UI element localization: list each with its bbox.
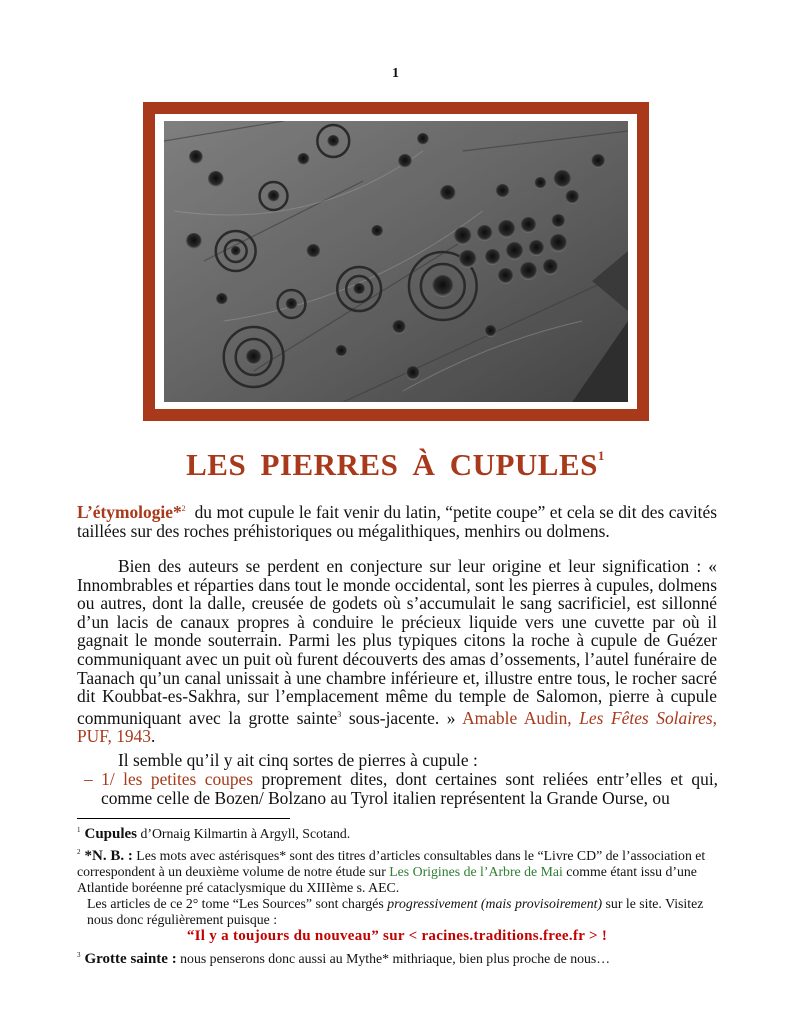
- footnote-1-number: 1: [77, 826, 81, 834]
- paragraph-etymology: [77, 500, 717, 540]
- footnote-2-continued: [77, 896, 717, 928]
- footnote-separator: [77, 818, 290, 819]
- footnote-2-text2: comme étant issu d’une Atlantide boréenne pré cataclysmique du XIIIème s. AEC.: [77, 864, 697, 895]
- quote-text: Bien des auteurs se perdent en conjecture sur leur origine et leur signification : « Innombrables et réparties dans tout le monde occidental, sont les pierres à cupules, dolmens ou autres, dont la dalle, creusée de godets où s’accumulait le sang sacrificiel, est sillonné d’un lacis de canaux propres à conduire le précieux liquide vers une cuvette par où il gagnait le monde souterrain. Parmi les plus typiques citons la roche à cupule de Guézer communiquant avec un puit où furent découverts des amas d’ossements, l’autel funéraire de Taanach qu’un canal unissait à une chambre inférieure et, illustre entre tous, le rocher sacré dit Koubbat-es-Sakhra, sur l’emplacement même du temple de Salomon, pierre à cupule communiquant avec la grotte sainte: [77, 556, 717, 728]
- citation-end: .: [151, 726, 156, 747]
- footnote-2-text: Les mots avec astérisques* sont des titres d’articles consultables dans le “Livre CD” de l’association et correspondent à un deuxième volume de notre étude sur: [77, 848, 706, 879]
- footnote-1-label: Cupules: [84, 826, 138, 842]
- quote-text-after: sous-jacente. »: [341, 707, 456, 728]
- footnotes: [77, 822, 717, 967]
- footnote-3: [77, 947, 717, 967]
- page-number: 1: [392, 66, 399, 81]
- footnote-3-text: nous penserons donc aussi au Mythe* mithriaque, bien plus proche de nous…: [176, 951, 611, 966]
- paragraph-quote: [77, 557, 717, 746]
- citation-author[interactable]: Amable Audin,: [462, 707, 572, 728]
- footnote-2-line2-end: sur le site. Visitez nous donc régulièrement puisque :: [87, 896, 704, 927]
- footnote-3-label: Grotte sainte :: [84, 951, 177, 967]
- five-types-text: Il semble qu’il y ait cinq sortes de pierres à cupule :: [118, 750, 478, 770]
- cup-marked-rock-photo: [164, 121, 628, 402]
- etymology-text: du mot cupule le fait venir du latin, “petite coupe” et cela se dit des cavités taillées sur des roches préhistoriques ou mégalithiques, menhirs ou dolmens.: [77, 502, 717, 541]
- footnote-2-line2-italic: progressivement (mais provisoirement): [387, 896, 603, 911]
- citation-publisher: , PUF, 1943: [77, 707, 718, 747]
- footnote-1-text: d’Ornaig Kilmartin à Argyll, Scotand.: [137, 826, 351, 841]
- note-ref-2: 2: [181, 504, 186, 513]
- footnote-2-line2-start: Les articles de ce 2° tome “Les Sources” sont chargés: [87, 896, 388, 911]
- title-note-ref: 1: [597, 448, 605, 463]
- photo-frame: [143, 102, 649, 421]
- list-item-text: proprement dites, dont certaines sont reliées entr’elles et qui, comme celle de Bozen/ Bolzano au Tyrol italien représentent la Grande Ourse, ou: [101, 769, 719, 808]
- footnote-3-number: 3: [77, 951, 81, 959]
- footnote-2-link[interactable]: Les Origines de l’Arbre de Mai: [389, 864, 563, 879]
- footnote-2-number: 2: [77, 848, 81, 856]
- list-item: [84, 770, 718, 807]
- list-item-label[interactable]: – 1/ les petites coupes: [84, 769, 254, 789]
- paragraph-five-types: [77, 751, 717, 770]
- photo-mat: [155, 114, 637, 409]
- page-title: [0, 447, 791, 483]
- footnote-2: [77, 844, 717, 896]
- note-ref-3: 3: [337, 709, 342, 719]
- site-slogan[interactable]: “Il y a toujours du nouveau” sur < racines.traditions.free.fr > !: [186, 928, 608, 944]
- citation-title[interactable]: Les Fêtes Solaires: [579, 707, 713, 728]
- title-text: LES PIERRES À CUPULES: [186, 447, 598, 482]
- footnote-1: [77, 822, 717, 842]
- etymology-lead: L’étymologie*: [77, 502, 182, 522]
- footnote-2-label: *N. B. :: [84, 848, 133, 864]
